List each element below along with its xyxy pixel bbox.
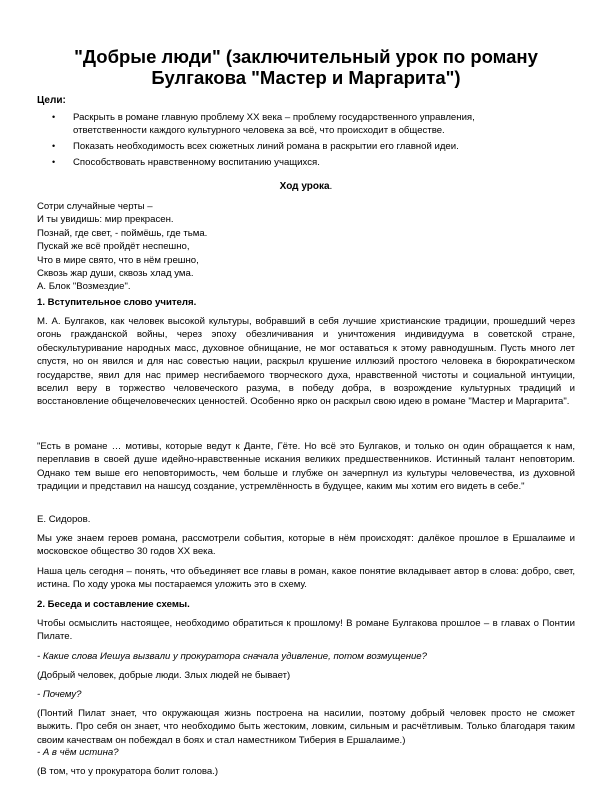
poem-line: Пускай же всё пройдёт неспешно, <box>37 241 190 253</box>
section1-paragraph: Наша цель сегодня – понять, что объединяет все главы в роман, какое понятие вкладывает автор в слова: добро, свет, истина. По ходу урока мы постараемся уложить это в схему. <box>37 566 575 591</box>
bullet-icon: • <box>52 141 56 151</box>
poem-attribution: А. Блок "Возмездие". <box>37 281 131 293</box>
section2-heading: 2. Беседа и составление схемы. <box>37 599 190 610</box>
lesson-heading-dot: . <box>329 181 333 192</box>
list-item <box>0 111 543 137</box>
goals-label: Цели: <box>37 95 66 106</box>
answer-line: (Добрый человек, добрые люди. Злых людей не бывает) <box>37 670 291 681</box>
question-line: - Какие слова Иешуа вызвали у прокуратора сначала удивление, потом возмущение? <box>37 651 427 662</box>
lesson-heading-text: Ход урока <box>279 181 330 192</box>
list-item <box>0 156 543 169</box>
quote-author: Е. Сидоров. <box>37 514 91 525</box>
list-item <box>0 140 543 153</box>
lesson-heading <box>0 181 612 192</box>
question-line: - А в чём истина? <box>37 747 119 758</box>
epigraph-poem <box>37 200 207 294</box>
answer-line: (В том, что у прокуратора болит голова.) <box>37 766 219 777</box>
poem-line: Сотри случайные черты – <box>37 201 153 212</box>
section1-paragraph: Мы уже знаем героев романа, рассмотрели события, которые в нём происходят: далёкое прошлое в Ершалаиме и московское общество 30 годов XX века. <box>37 533 575 558</box>
poem-line: Сквозь жар души, сквозь хлад ума. <box>37 268 194 280</box>
goal-text: Показать необходимость всех сюжетных линий романа в раскрытии его главной идеи. <box>73 141 459 152</box>
goal-text: Раскрыть в романе главную проблему XX века – проблему государственного управления, ответственности каждого культурного человека за всё, что происходит в обществе. <box>73 112 475 136</box>
goals-list <box>0 111 543 172</box>
goal-text: Способствовать нравственному воспитанию учащихся. <box>73 157 320 168</box>
section1-paragraph: М. А. Булгаков, как человек высокой культуры, вобравший в себя лучшие христианские традиции, прошедший через огонь гражданской войны, через эпоху обезличивания и уничтожения индивидуума в советской стране, обескультуривание народных масс, духовное обнищание, не мог оставаться к этому равнодушным. Пусть много лет спустя, но он явился и для нас совестью нации, раскрыл крушение иллюзий простого человека в бюрократическом государстве, явил для нас пример несгибаемого творческого духа, нравственной чистоты и социальной интуиции, вселил веру в торжество человеческого разума, в победу добра, в возрождение культурных традиций и восстановление общечеловеческих ценностей. Особенно ярко он раскрыл свою идею в романе "Мастер и Маргарита". <box>37 316 575 408</box>
page-title: "Добрые люди" (заключительный урок по роману Булгакова "Мастер и Маргарита") <box>74 46 538 88</box>
poem-line: И ты увидишь: мир прекрасен. <box>37 214 174 226</box>
section2-paragraph: Чтобы осмыслить настоящее, необходимо обратиться к прошлому! В романе Булгакова прошлое – в главах о Понтии Пилате. <box>37 618 575 643</box>
poem-line: Что в мире свято, что в нём грешно, <box>37 254 199 266</box>
poem-line: Познай, где свет, - поймёшь, где тьма. <box>37 227 208 239</box>
section1-heading: 1. Вступительное слово учителя. <box>37 297 197 308</box>
answer-paragraph: (Понтий Пилат знает, что окружающая жизнь построена на насилии, поэтому добрый человек просто не сможет выжить. Про себя он знает, что необходимо быть жестоким, ловким, сильным и расчётливым. Только благодаря таким своим качествам он побеждал в боях и стал наместником Тиберия в Ершалаиме.) <box>37 708 575 746</box>
bullet-icon: • <box>52 112 56 122</box>
question-line: - Почему? <box>37 689 82 700</box>
quote-paragraph: "Есть в романе … мотивы, которые ведут к Данте, Гёте. Но всё это Булгаков, и только он один обращается к нам, переплавив в своей душе идейно-нравственные искания великих предшественников. Истинный талант неповторим. Однако тем выше его неповторимость, чем больше и глубже он зачерпнул из культуры человечества, из духовной традиции и представил на нашсуд создание, устремлённость в будущее, каким мы хотим его видеть в себе." <box>37 441 575 493</box>
bullet-icon: • <box>52 157 56 167</box>
